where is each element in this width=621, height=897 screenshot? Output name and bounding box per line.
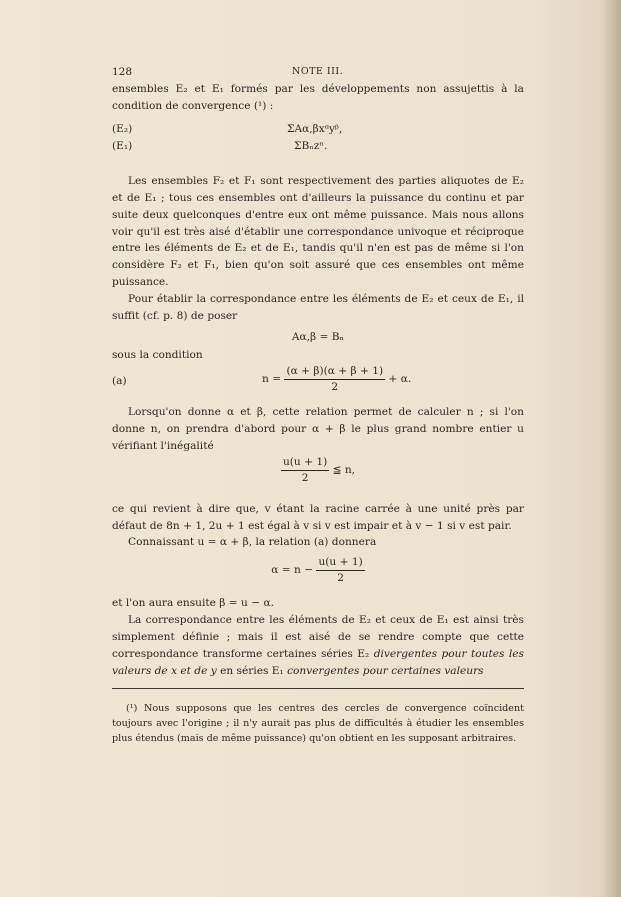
page-number: 128 bbox=[112, 66, 133, 78]
paragraph-3: Pour établir la correspondance entre les éléments de E₂ et ceux de E₁, il suffit (cf. p. 8) de poser bbox=[112, 293, 524, 323]
fraction bbox=[316, 555, 364, 586]
fraction-numerator: u(u + 1) bbox=[316, 555, 364, 571]
series-expr: ΣAα,βxᵅyᵝ, bbox=[287, 122, 343, 135]
paragraph-9-italic-2: convergentes pour certaines valeurs bbox=[287, 664, 484, 677]
paragraph-6: ce qui revient à dire que, v étant la racine carrée à une unité près par défaut de 8n + 1, 2u + 1 est égal à v si v est impair et à v − 1 si v est pair. bbox=[112, 502, 524, 532]
equation-lhs: α = n − bbox=[271, 564, 314, 577]
equation-a bbox=[112, 364, 524, 398]
paragraph-4: sous la condition bbox=[112, 348, 203, 361]
paragraph-2: Les ensembles F₂ et F₁ sont respectivement des parties aliquotes de E₂ et de E₁ ; tous ces ensembles ont d'ailleurs la puissance du continu et par suite deux quelconques d'entre eux ont même puissance. Mais nous allons voir qu'il est très aisé d'établir une correspondance univoque et réciproque entre les éléments de E₂ et de E₁, tandis qu'il n'en est pas de même si l'on considère F₂ et F₁, bien qu'on soit assuré que ces ensembles ont même puissance. bbox=[112, 174, 524, 289]
paragraph-9-text-mid: en séries E₁ bbox=[216, 664, 288, 677]
fraction-denominator: 2 bbox=[331, 380, 339, 393]
paragraph-9 bbox=[112, 612, 524, 680]
footnote bbox=[112, 702, 524, 747]
fraction-denominator: 2 bbox=[301, 471, 309, 484]
equation-lhs: n = bbox=[262, 372, 282, 385]
series-expr: ΣBₙzⁿ. bbox=[294, 139, 328, 152]
fraction-numerator: u(u + 1) bbox=[281, 455, 329, 471]
fraction bbox=[281, 455, 329, 486]
footnote-text: (¹) Nous supposons que les centres des cercles de convergence coïncident toujours avec l'origine ; il n'y aurait pas plus de difficultés à étudier les ensembles plus étendus (mais de même puissance) qu'on obtient en les supposant arbitraires. bbox=[112, 703, 524, 744]
series-row-e1 bbox=[112, 138, 524, 155]
fraction-denominator: 2 bbox=[337, 572, 344, 585]
paragraph-9-italic-1: divergentes pour toutes les valeurs de x et de y bbox=[112, 648, 524, 677]
running-title: NOTE III. bbox=[292, 66, 344, 77]
footnote-divider bbox=[112, 688, 524, 689]
equation-inequality bbox=[112, 455, 524, 489]
equation-tail: + α. bbox=[388, 372, 412, 385]
series-label: (E₂) bbox=[112, 122, 133, 135]
main-text bbox=[112, 64, 524, 680]
running-header bbox=[112, 64, 524, 81]
paragraph-8: et l'on aura ensuite β = u − α. bbox=[112, 597, 274, 610]
equation-pose: Aα,β = Bₙ bbox=[291, 330, 345, 343]
equation-tail: ≦ n, bbox=[332, 463, 356, 476]
paragraph-5: Lorsqu'on donne α et β, cette relation permet de calculer n ; si l'on donne n, on prendra d'abord pour α + β le plus grand nombre entier u vérifiant l'inégalité bbox=[112, 405, 524, 452]
paragraph-1: ensembles E₂ et E₁ formés par les développements non assujettis à la condition de convergence (¹) : bbox=[112, 83, 524, 112]
paragraph-7: Connaissant u = α + β, la relation (a) donnera bbox=[128, 536, 377, 549]
paragraph-9-text: La correspondance entre les éléments de E₂ et ceux de E₁ est ainsi très simplement définie ; mais il est aisé de se rendre compte que cette correspondance transforme certaines séries E₂ bbox=[112, 614, 524, 661]
equation-label: (a) bbox=[112, 374, 127, 387]
fraction-numerator: (α + β)(α + β + 1) bbox=[284, 364, 385, 380]
equation-alpha bbox=[112, 555, 524, 589]
series-label: (E₁) bbox=[112, 139, 133, 152]
fraction bbox=[284, 364, 385, 395]
series-row-e2 bbox=[112, 121, 524, 138]
page-shadow-edge bbox=[603, 0, 621, 897]
